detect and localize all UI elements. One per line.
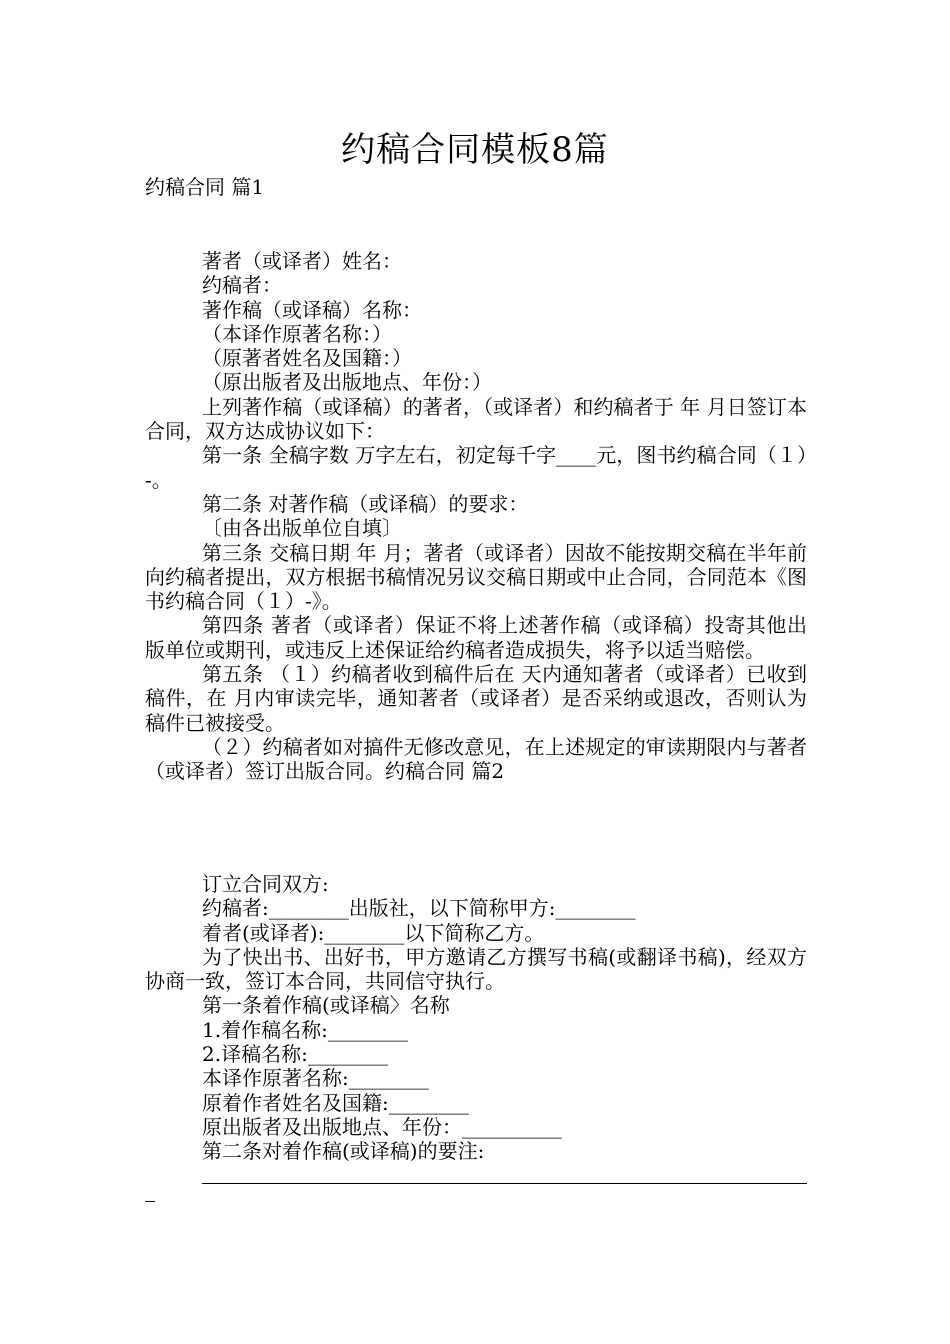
paragraph: 原出版者及出版地点、年份：__________	[202, 1114, 562, 1139]
paragraph: 本译作原著名称:________	[202, 1066, 429, 1091]
paragraph: 2.译稿名称:________	[202, 1042, 388, 1067]
paragraph: 第三条 交稿日期 年 月；著者（或译者）因故不能按期交稿在半年前向约稿者提出，双方根据书稿情况另议交稿日期或中止合同，合同范本《图书约稿合同（１）-》。	[145, 540, 807, 614]
paragraph: 第四条 著者（或译者）保证不将上述著作稿（或译稿）投寄其他出版单位或期刊，或违反上述保证给约稿者造成损失，将予以适当赔偿。	[145, 613, 807, 662]
contract-body-2	[145, 872, 807, 1202]
document-title: 约稿合同模板8篇	[341, 130, 609, 170]
paragraph: 约稿者:________出版社，以下简称甲方:________	[202, 896, 636, 921]
paragraph: 第二条 对著作稿（或译稿）的要求：	[202, 491, 529, 516]
section-heading: 约稿合同 篇1	[145, 175, 265, 199]
paragraph: 1.着作稿名称:________	[202, 1017, 408, 1042]
paragraph: 著作稿（或译稿）名称：	[202, 297, 422, 322]
paragraph: 原着作者姓名及国籍:________	[202, 1090, 469, 1115]
paragraph: （本译作原著名称：）	[202, 321, 392, 346]
paragraph: 著者（或译者）姓名：	[202, 249, 402, 273]
paragraph: 第二条对着作稿(或译稿)的要注:	[202, 1139, 485, 1164]
paragraph: 约稿者：	[202, 273, 282, 298]
paragraph: 着者(或译者):________以下简称乙方。	[202, 920, 545, 945]
fill-in-line	[202, 1164, 807, 1184]
paragraph: （原著者姓名及国籍：）	[202, 346, 412, 371]
paragraph: 上列著作稿（或译稿）的著者，（或译者）和约稿者于 年 月日签订本合同，双方达成协议如下：	[145, 394, 807, 444]
paragraph: 第一条 全稿字数 万字左右，初定每千字____元，图书约稿合同（１）-。	[145, 443, 807, 492]
paragraph: 为了快出书、出好书，甲方邀请乙方撰写书稿(或翻译书稿)，经双方协商一致，签订本合同，共同信守执行。	[145, 944, 807, 994]
contract-body-1	[145, 249, 807, 784]
paragraph: 第一条着作稿(或译稿〉名称	[202, 993, 450, 1018]
fill-in-line-end	[145, 1184, 155, 1202]
paragraph: 订立合同双方:	[202, 872, 329, 896]
paragraph: （原出版者及出版地点、年份：）	[202, 370, 492, 395]
paragraph: （２）约稿者如对搞件无修改意见，在上述规定的审读期限内与著者（或译者）签订出版合同。约稿合同 篇2	[145, 734, 807, 784]
paragraph: 〔由各出版单位自填〕	[202, 516, 402, 541]
paragraph: 第五条 （１）约稿者收到稿件后在 天内通知著者（或译者）已收到稿件，在 月内审读完毕，通知著者（或译者）是否采纳或退改，否则认为稿件已被接受。	[145, 662, 807, 735]
